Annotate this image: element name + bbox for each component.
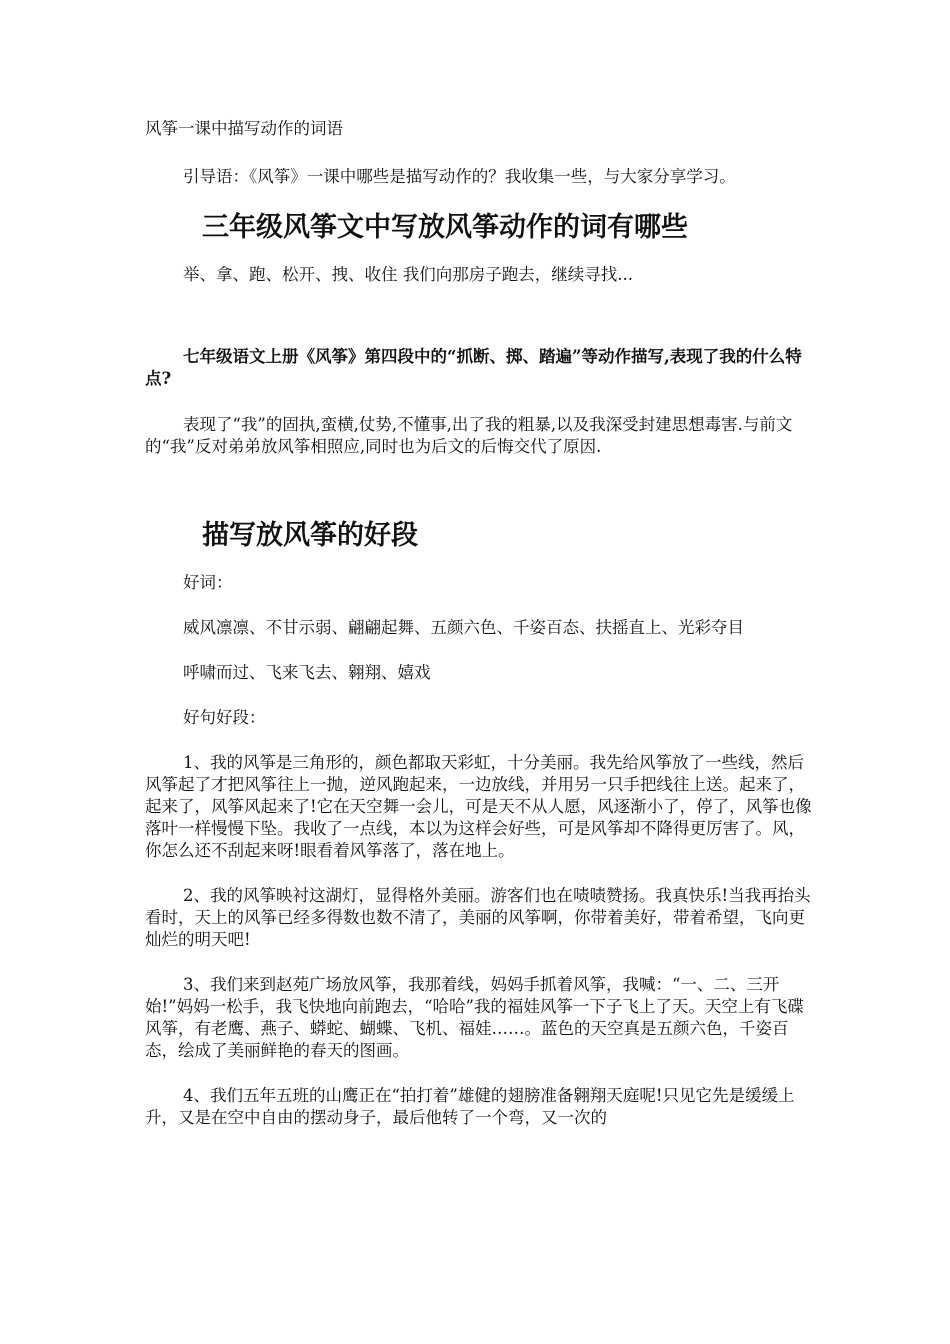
- paragraph-1: 1、我的风筝是三角形的，颜色都取天彩虹，十分美丽。我先给风筝放了一些线，然后风筝起了才把风筝往上一抛，逆风跑起来，一边放线，并用另一只手把线往上送。起来了，起来了，风筝风起来了!它在天空舞一会儿，可是天不从人愿，风逐渐小了，停了，风筝也像落叶一样慢慢下坠。我收了一点线，本以为这样会好些，可是风筝却不降得更厉害了。风，你怎么还不刮起来呀!眼看着风筝落了，落在地上。: [145, 753, 812, 860]
- paragraph-4: 4、我们五年五班的山鹰正在“拍打着”雄健的翅膀准备翱翔天庭呢!只见它先是缓缓上升，又是在空中自由的摆动身子，最后他转了一个弯，又一次的: [145, 1086, 795, 1127]
- paragraph-2: 2、我的风筝映衬这湖灯，显得格外美丽。游客们也在啧啧赞扬。我真快乐!当我再抬头看时，天上的风筝已经多得数也数不清了，美丽的风筝啊，你带着美好，带着希望，飞向更灿烂的明天吧!: [145, 886, 811, 949]
- paragraph-3: 3、我们来到赵苑广场放风筝，我那着线，妈妈手抓着风筝，我喊：“一、二、三开始!”妈妈一松手，我飞快地向前跑去，“哈哈”我的福娃风筝一下子飞上了天。天空上有飞碟风筝，有老鹰、燕子、蟒蛇、蝴蝶、飞机、福娃……。蓝色的天空真是五颜六色，千姿百态，绘成了美丽鲜艳的春天的图画。: [145, 975, 804, 1060]
- good-words-label: 好词：: [183, 573, 233, 592]
- action-words-paragraph: 举、拿、跑、松开、拽、收住 我们向那房子跑去，继续寻找...: [183, 265, 633, 284]
- document-title: 风筝一课中描写动作的词语: [145, 119, 343, 138]
- heading-grade3: 三年级风筝文中写放风筝动作的词有哪些: [202, 212, 688, 243]
- answer-paragraph: 表现了“我”的固执,蛮横,仗势,不懂事,出了我的粗暴,以及我深受封建思想毒害.与前文的“我”反对弟弟放风筝相照应,同时也为后文的后悔交代了原因.: [145, 415, 793, 456]
- good-words-line-1: 威风凛凛、不甘示弱、翩翩起舞、五颜六色、千姿百态、扶摇直上、光彩夺目: [183, 618, 744, 637]
- good-sentences-label: 好句好段：: [183, 708, 266, 727]
- heading-good-paragraphs: 描写放风筝的好段: [202, 520, 418, 551]
- question-paragraph: 七年级语文上册《风筝》第四段中的“抓断、掷、踏遍”等动作描写,表现了我的什么特点?: [145, 347, 802, 388]
- document-page: [145, 114, 815, 1129]
- intro-paragraph: 引导语：《风筝》一课中哪些是描写动作的？我收集一些，与大家分享学习。: [183, 167, 736, 186]
- good-words-line-2: 呼啸而过、飞来飞去、翱翔、嬉戏: [183, 663, 431, 682]
